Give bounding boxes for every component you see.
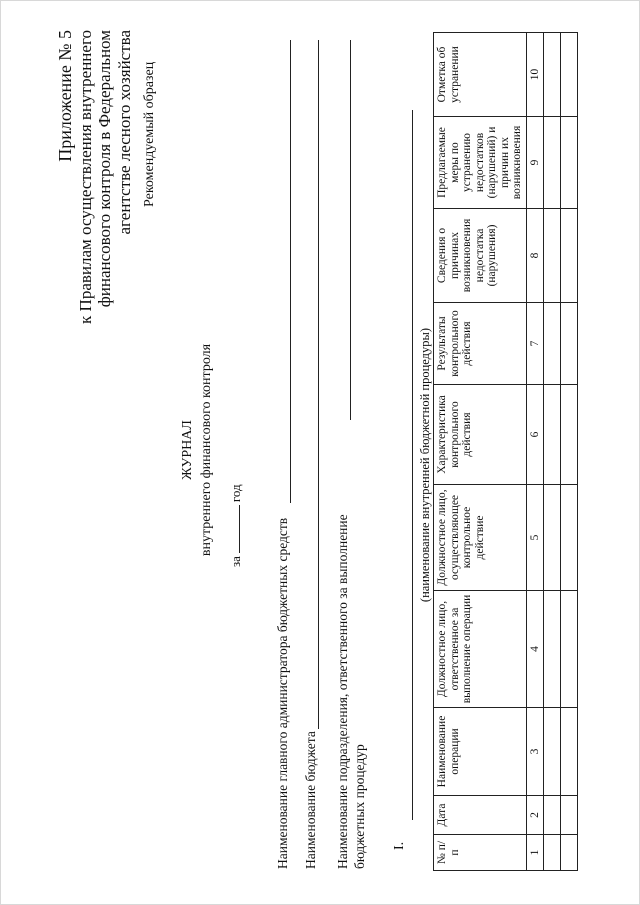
table-cell (561, 209, 578, 303)
period-line (228, 484, 244, 567)
column-number: 10 (526, 33, 544, 117)
table-cell (561, 33, 578, 117)
section-underline (412, 110, 413, 820)
col-header: Предлагаемые меры по устранению недостатков (нарушений) и причин их возникновения (434, 117, 527, 209)
table-cell (561, 835, 578, 871)
appendix-line-4: агентстве лесного хозяйства (114, 30, 134, 235)
table-cell (544, 209, 561, 303)
appendix-line-2: к Правилам осуществления внутреннего (75, 30, 95, 324)
col-header: Сведения о причинах возникновения недостатка (нарушения) (434, 209, 527, 303)
column-number: 3 (526, 708, 544, 796)
appendix-header (56, 30, 134, 324)
column-number: 4 (526, 591, 544, 708)
table-row (561, 33, 578, 871)
column-number: 9 (526, 117, 544, 209)
column-number: 5 (526, 485, 544, 591)
sample-note: Рекомендуемый образец (142, 61, 157, 207)
budget-underline (318, 40, 319, 729)
division-underline (350, 40, 351, 420)
appendix-number: Приложение № 5 (55, 30, 75, 162)
col-header: Должностное лицо, осуществляющее контрольное действие (434, 485, 527, 591)
table-cell (544, 708, 561, 796)
admin-label: Наименование главного администратора бюджетных средств (275, 517, 290, 869)
budget-label: Наименование бюджета (303, 731, 318, 869)
table-cell (561, 117, 578, 209)
column-number: 7 (526, 303, 544, 385)
col-header: Наименование операции (434, 708, 527, 796)
period-blank (239, 505, 240, 553)
table-cell (544, 796, 561, 835)
table-header-row (434, 33, 527, 871)
table-cell (544, 385, 561, 485)
col-header: Отметка об устранении (434, 33, 527, 117)
table-cell (561, 591, 578, 708)
column-number: 2 (526, 796, 544, 835)
table-row (544, 33, 561, 871)
col-header: № п/п (434, 835, 527, 871)
col-header: Характеристика контрольного действия (434, 385, 527, 485)
column-number: 6 (526, 385, 544, 485)
column-number-row (526, 33, 544, 871)
col-header: Должностное лицо, ответственное за выполнение операции (434, 591, 527, 708)
table-cell (544, 591, 561, 708)
admin-underline (290, 40, 291, 503)
division-label-1: Наименование подразделения, ответственного за выполнение (335, 514, 350, 869)
col-header: Результаты контрольного действия (434, 303, 527, 385)
column-number: 1 (526, 835, 544, 871)
period-suffix: год (228, 484, 243, 503)
table-cell (544, 485, 561, 591)
table-cell (544, 33, 561, 117)
appendix-line-3: финансового контроля в Федеральном (95, 30, 114, 308)
table-cell (544, 303, 561, 385)
table-cell (561, 303, 578, 385)
journal-title-main: ЖУРНАЛ (180, 420, 195, 480)
column-number: 8 (526, 209, 544, 303)
table-cell (544, 117, 561, 209)
period-prefix: за (228, 556, 243, 567)
table-cell (561, 796, 578, 835)
journal-title (178, 315, 216, 585)
table-cell (544, 835, 561, 871)
table-cell (561, 385, 578, 485)
table-cell (561, 485, 578, 591)
journal-title-sub: внутреннего финансового контроля (199, 343, 214, 557)
control-log-table (433, 32, 578, 871)
col-header: Дата (434, 796, 527, 835)
table-cell (561, 708, 578, 796)
section-number: I. (392, 841, 407, 850)
division-label-2: бюджетных процедур (352, 744, 367, 869)
section-caption: (наименование внутренней бюджетной процедуры) (418, 327, 432, 603)
